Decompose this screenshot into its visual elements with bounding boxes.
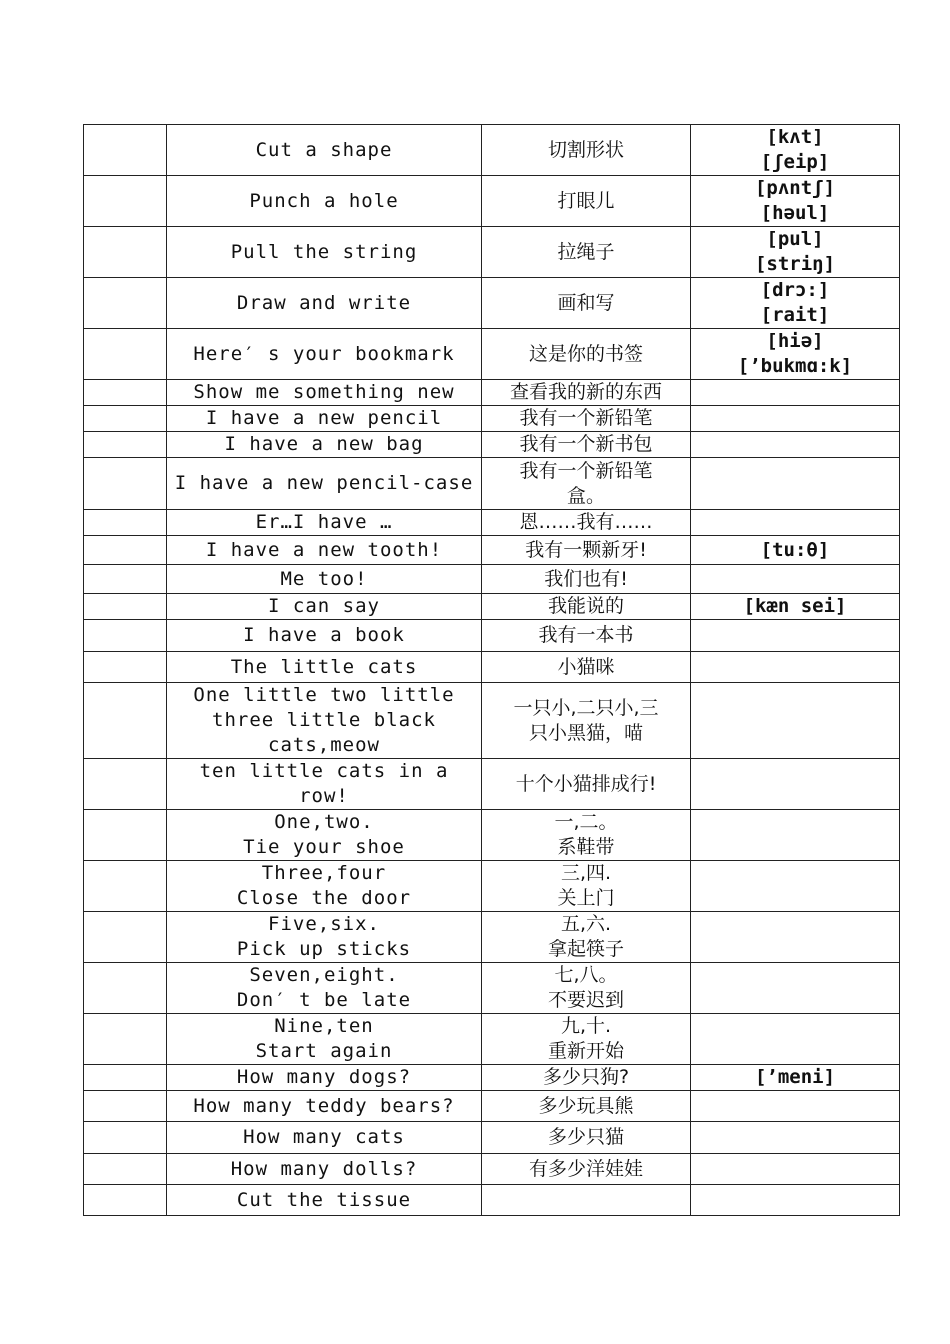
chinese-translation-cell: 切割形状 — [482, 125, 691, 176]
row-number-cell — [84, 963, 167, 1014]
chinese-translation-cell: 我有一颗新牙! — [482, 536, 691, 565]
phonetic-cell — [691, 406, 900, 432]
table-row — [84, 278, 900, 329]
table-row — [84, 1014, 900, 1065]
row-number-cell — [84, 176, 167, 227]
phonetic-cell — [691, 565, 900, 594]
row-number-cell — [84, 406, 167, 432]
table-row — [84, 510, 900, 536]
row-number-cell — [84, 759, 167, 810]
phonetic-cell: [hiə] [’bukmɑ:k] — [691, 329, 900, 380]
table-row — [84, 458, 900, 510]
phonetic-cell — [691, 1014, 900, 1065]
row-number-cell — [84, 380, 167, 406]
phonetic-cell — [691, 652, 900, 683]
english-phrase-cell: Three,four Close the door — [167, 861, 482, 912]
english-phrase-cell: Show me something new — [167, 380, 482, 406]
chinese-translation-cell: 这是你的书签 — [482, 329, 691, 380]
chinese-translation-cell: 拉绳子 — [482, 227, 691, 278]
row-number-cell — [84, 329, 167, 380]
chinese-translation-cell: 有多少洋娃娃 — [482, 1154, 691, 1185]
table-row — [84, 125, 900, 176]
phonetic-cell — [691, 861, 900, 912]
english-phrase-cell: Me too! — [167, 565, 482, 594]
chinese-translation-cell: 小猫咪 — [482, 652, 691, 683]
english-phrase-cell: Er…I have … — [167, 510, 482, 536]
table-row — [84, 683, 900, 759]
phonetic-cell: [kæn sei] — [691, 594, 900, 620]
phonetic-cell — [691, 912, 900, 963]
chinese-translation-cell: 三,四. 关上门 — [482, 861, 691, 912]
row-number-cell — [84, 1154, 167, 1185]
english-phrase-cell: I have a new pencil — [167, 406, 482, 432]
chinese-translation-cell: 多少只狗? — [482, 1065, 691, 1091]
row-number-cell — [84, 125, 167, 176]
table-row — [84, 329, 900, 380]
phonetic-cell — [691, 963, 900, 1014]
phonetic-cell: [pʌntʃ] [həul] — [691, 176, 900, 227]
english-phrase-cell: One,two. Tie your shoe — [167, 810, 482, 861]
table-row — [84, 963, 900, 1014]
english-phrase-cell: Seven,eight. Don′ t be late — [167, 963, 482, 1014]
chinese-translation-cell: 多少只猫 — [482, 1122, 691, 1154]
english-phrase-cell: I can say — [167, 594, 482, 620]
chinese-translation-cell: 我有一本书 — [482, 620, 691, 652]
english-phrase-cell: How many dogs? — [167, 1065, 482, 1091]
row-number-cell — [84, 1014, 167, 1065]
english-phrase-cell: I have a new bag — [167, 432, 482, 458]
phonetic-cell — [691, 1091, 900, 1122]
chinese-translation-cell — [482, 1185, 691, 1216]
row-number-cell — [84, 620, 167, 652]
table-row — [84, 620, 900, 652]
phonetic-cell: [’meni] — [691, 1065, 900, 1091]
table-row — [84, 1065, 900, 1091]
row-number-cell — [84, 565, 167, 594]
chinese-translation-cell: 打眼儿 — [482, 176, 691, 227]
table-row — [84, 652, 900, 683]
row-number-cell — [84, 652, 167, 683]
english-phrase-cell: I have a new pencil-case — [167, 458, 482, 510]
phonetic-cell — [691, 683, 900, 759]
table-row — [84, 594, 900, 620]
table-row — [84, 912, 900, 963]
chinese-translation-cell: 恩……我有…… — [482, 510, 691, 536]
phonetic-cell — [691, 458, 900, 510]
row-number-cell — [84, 432, 167, 458]
phonetic-cell — [691, 510, 900, 536]
english-phrase-cell: The little cats — [167, 652, 482, 683]
table-row — [84, 536, 900, 565]
english-phrase-cell: Punch a hole — [167, 176, 482, 227]
phonetic-cell — [691, 1154, 900, 1185]
english-phrase-cell: One little two little three little black cats,meow — [167, 683, 482, 759]
row-number-cell — [84, 1065, 167, 1091]
chinese-translation-cell: 查看我的新的东西 — [482, 380, 691, 406]
chinese-translation-cell: 五,六. 拿起筷子 — [482, 912, 691, 963]
table-row — [84, 380, 900, 406]
table-row — [84, 406, 900, 432]
table-row — [84, 176, 900, 227]
english-phrase-cell: How many dolls? — [167, 1154, 482, 1185]
english-phrase-cell: Five,six. Pick up sticks — [167, 912, 482, 963]
row-number-cell — [84, 594, 167, 620]
chinese-translation-cell: 九,十. 重新开始 — [482, 1014, 691, 1065]
chinese-translation-cell: 七,八。 不要迟到 — [482, 963, 691, 1014]
table-row — [84, 861, 900, 912]
english-phrase-cell: I have a book — [167, 620, 482, 652]
chinese-translation-cell: 一只小,二只小,三 只小黑猫，喵 — [482, 683, 691, 759]
table-row — [84, 1185, 900, 1216]
chinese-translation-cell: 多少玩具熊 — [482, 1091, 691, 1122]
row-number-cell — [84, 278, 167, 329]
table-row — [84, 1091, 900, 1122]
english-phrase-cell: Cut a shape — [167, 125, 482, 176]
english-phrase-cell: Here′ s your bookmark — [167, 329, 482, 380]
table-row — [84, 1154, 900, 1185]
chinese-translation-cell: 画和写 — [482, 278, 691, 329]
phonetic-cell: [pul] [striŋ] — [691, 227, 900, 278]
vocabulary-table — [83, 124, 900, 1216]
english-phrase-cell: ten little cats in a row! — [167, 759, 482, 810]
chinese-translation-cell: 我能说的 — [482, 594, 691, 620]
english-phrase-cell: I have a new tooth! — [167, 536, 482, 565]
english-phrase-cell: Draw and write — [167, 278, 482, 329]
phonetic-cell — [691, 759, 900, 810]
row-number-cell — [84, 1122, 167, 1154]
row-number-cell — [84, 510, 167, 536]
row-number-cell — [84, 1091, 167, 1122]
row-number-cell — [84, 810, 167, 861]
chinese-translation-cell: 一,二。 系鞋带 — [482, 810, 691, 861]
row-number-cell — [84, 861, 167, 912]
english-phrase-cell: Nine,ten Start again — [167, 1014, 482, 1065]
chinese-translation-cell: 我有一个新铅笔 盒。 — [482, 458, 691, 510]
phonetic-cell — [691, 380, 900, 406]
row-number-cell — [84, 458, 167, 510]
row-number-cell — [84, 536, 167, 565]
vocabulary-table-body — [84, 125, 900, 1216]
chinese-translation-cell: 十个小猫排成行! — [482, 759, 691, 810]
table-row — [84, 1122, 900, 1154]
phonetic-cell: [drɔ:] [rait] — [691, 278, 900, 329]
phonetic-cell — [691, 432, 900, 458]
phonetic-cell — [691, 1185, 900, 1216]
table-row — [84, 810, 900, 861]
chinese-translation-cell: 我有一个新书包 — [482, 432, 691, 458]
table-row — [84, 432, 900, 458]
phonetic-cell — [691, 620, 900, 652]
row-number-cell — [84, 1185, 167, 1216]
chinese-translation-cell: 我有一个新铅笔 — [482, 406, 691, 432]
phonetic-cell: [tu:θ] — [691, 536, 900, 565]
phonetic-cell: [kʌt] [ʃeip] — [691, 125, 900, 176]
table-row — [84, 227, 900, 278]
table-row — [84, 565, 900, 594]
row-number-cell — [84, 227, 167, 278]
phonetic-cell — [691, 810, 900, 861]
chinese-translation-cell: 我们也有! — [482, 565, 691, 594]
row-number-cell — [84, 912, 167, 963]
table-row — [84, 759, 900, 810]
english-phrase-cell: Pull the string — [167, 227, 482, 278]
english-phrase-cell: Cut the tissue — [167, 1185, 482, 1216]
english-phrase-cell: How many teddy bears? — [167, 1091, 482, 1122]
row-number-cell — [84, 683, 167, 759]
phonetic-cell — [691, 1122, 900, 1154]
english-phrase-cell: How many cats — [167, 1122, 482, 1154]
